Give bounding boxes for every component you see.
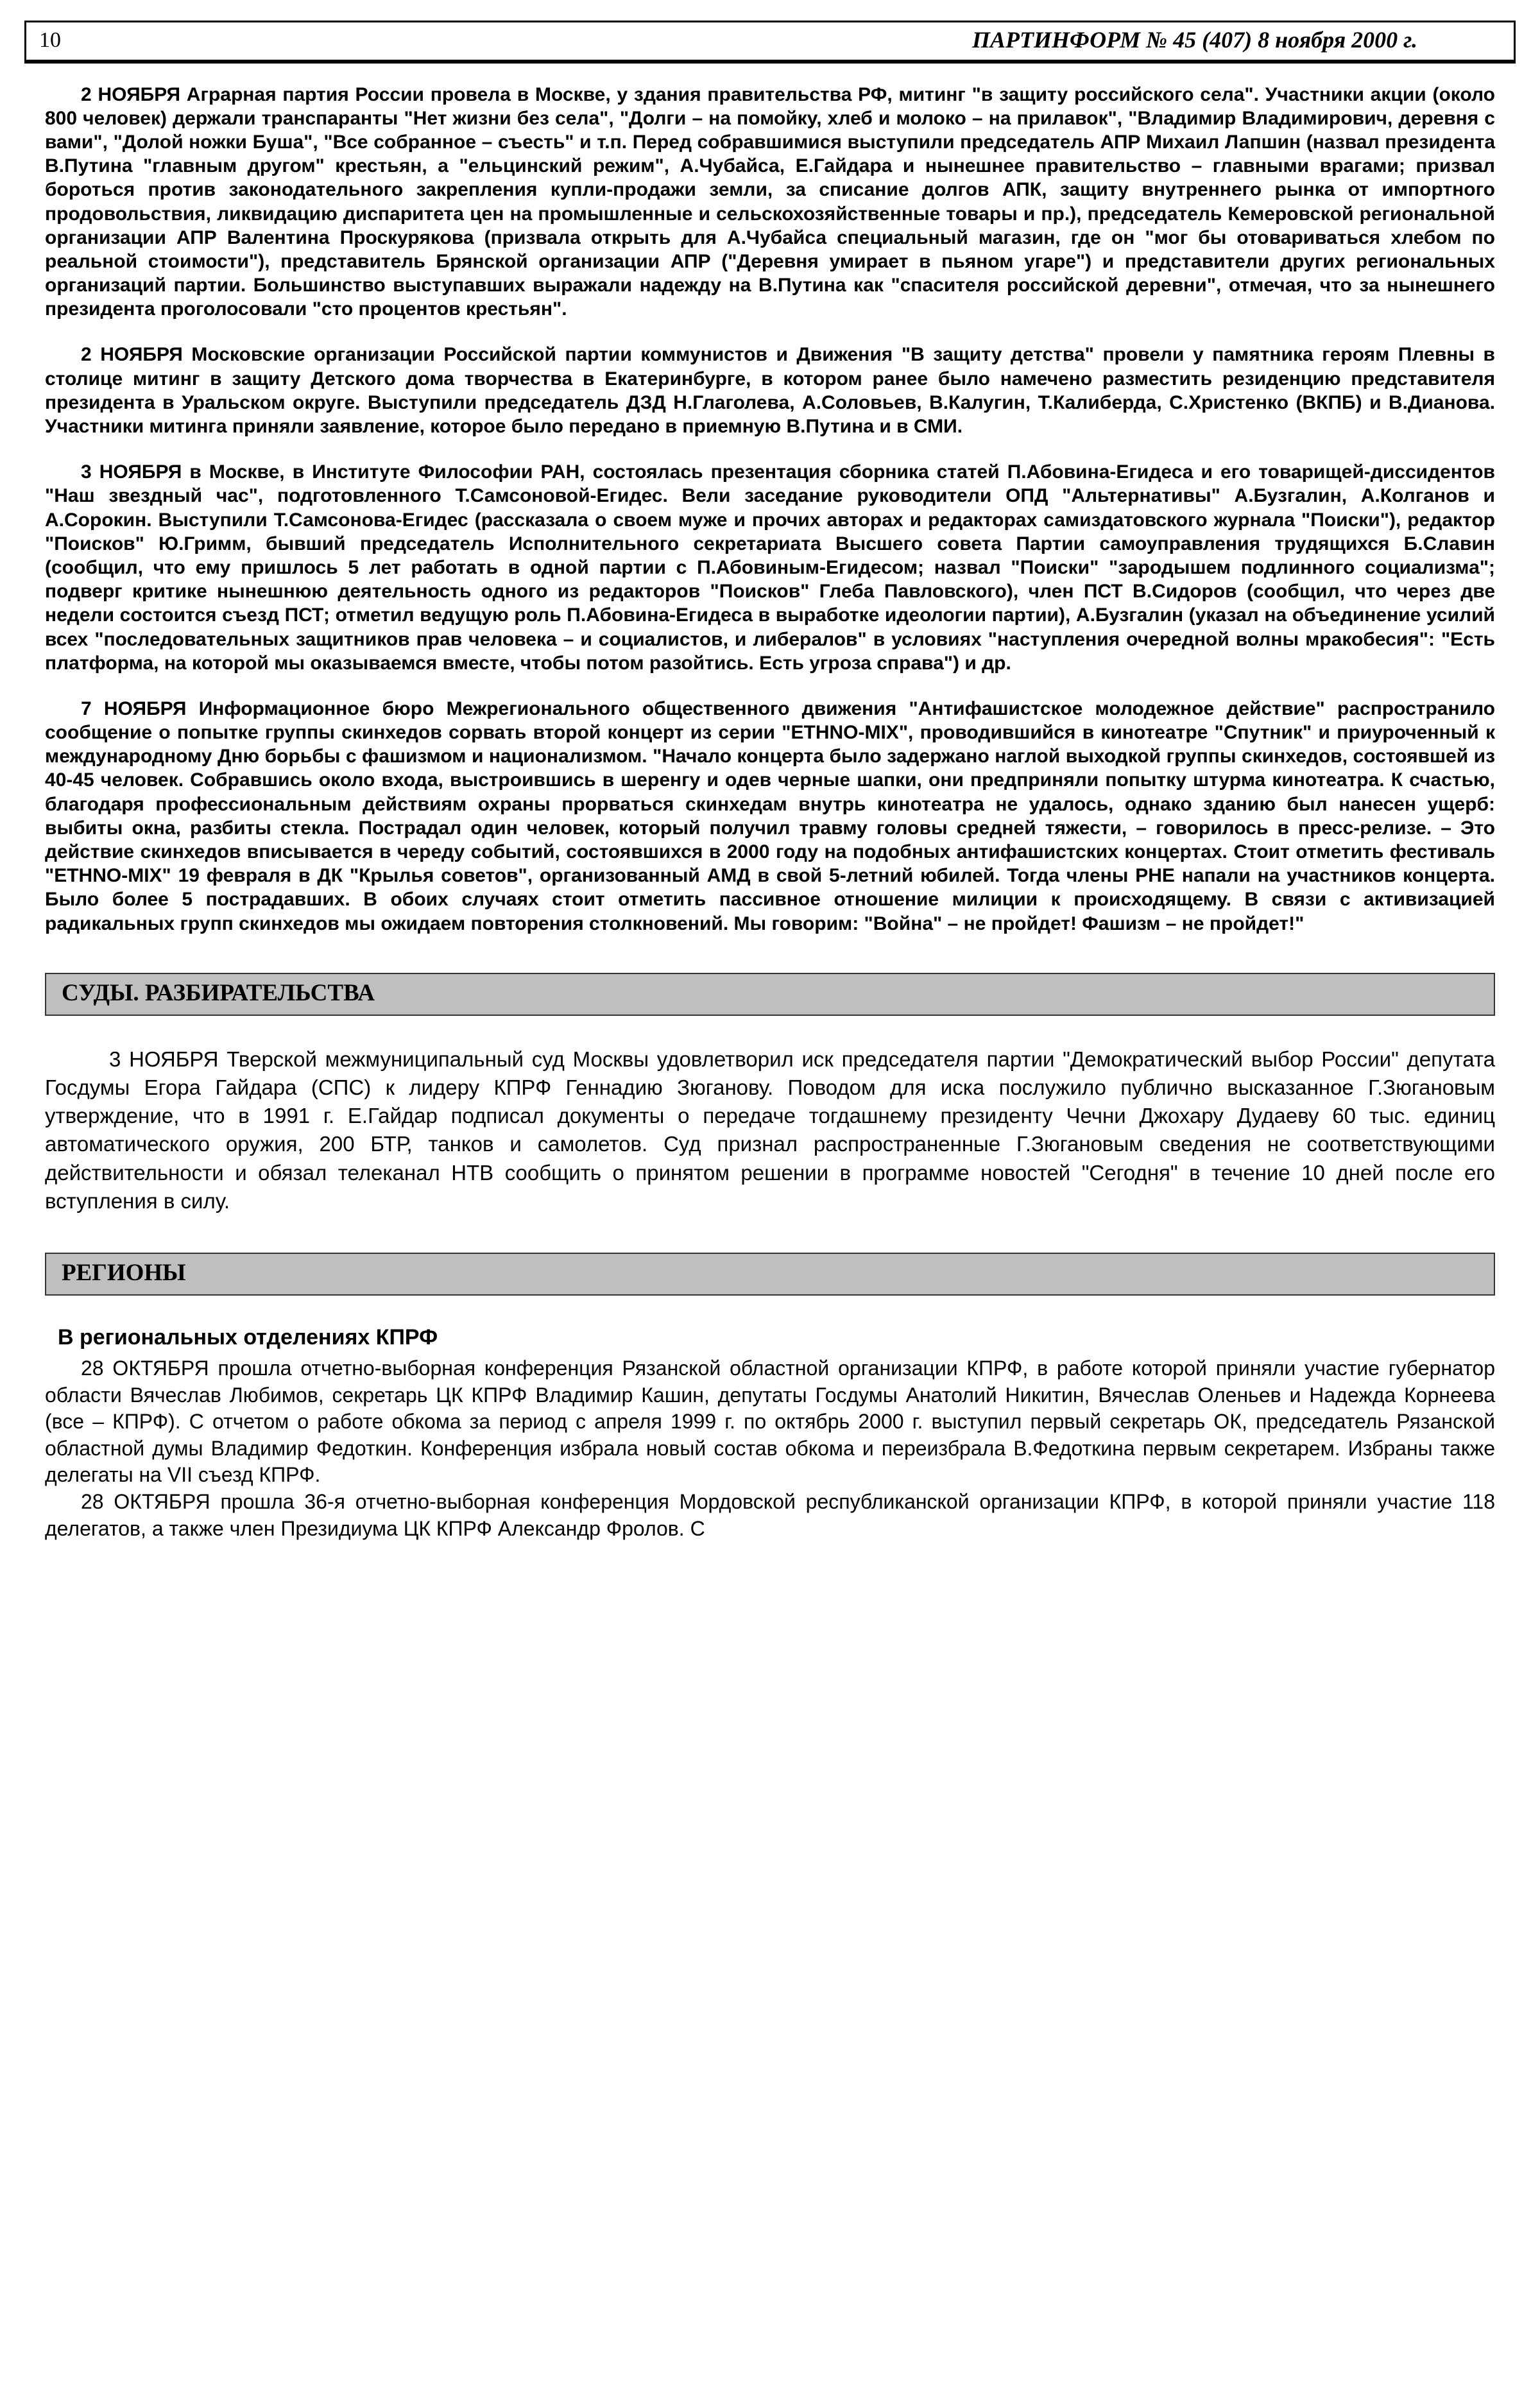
page-content [0,83,1540,1543]
news-paragraph-rpk-rally: 2 НОЯБРЯ Московские организации Российской партии коммунистов и Движения "В защиту детства" провели у памятника героям Плевны в столице митинг в защиту Детского дома творчества в Екатеринбурге, в котором ранее было намечено разместить резиденцию представителя президента в Уральском округе. Выступили председатель ДЗД Н.Глаголева, А.Соловьев, В.Калугин, Т.Калиберда, С.Христенко (ВКПБ) и В.Дианова. Участники митинга приняли заявление, которое было передано в приемную В.Путина и в СМИ. [45,344,1495,438]
journal-title: ПАРТИНФОРМ № 45 (407) 8 ноября 2000 г. [972,27,1417,53]
region-paragraph-ryazan: 28 ОКТЯБРЯ прошла отчетно-выборная конференция Рязанской областной организации КПРФ, в работе которой приняли участие губернатор области Вячеслав Любимов, секретарь ЦК КПРФ Владимир Кашин, депутаты Госдумы Анатолий Никитин, Вячеслав Оленьев и Надежда Корнеева (все – КПРФ). С отчетом о работе обкома за период с апреля 1999 г. по октябрь 2000 г. выступил первый секретарь ОК, председатель Рязанской областной думы Владимир Федоткин. Конференция избрала новый состав обкома и переизбрала В.Федоткина первым секретарем. Избраны также делегаты на VII съезд КПРФ. [45,1357,1495,1487]
section-title-regions: РЕГИОНЫ [62,1260,186,1287]
page-number: 10 [39,28,61,53]
news-paragraph-antifa-statement: 7 НОЯБРЯ Информационное бюро Межрегионального общественного движения "Антифашистское молодежное действие" распространило сообщение о попытке группы скинхедов сорвать второй концерт из серии "ETHNO-MIX", проводившийся в кинотеатре "Спутник" и приуроченный к международному Дню борьбы с фашизмом и национализмом. "Начало концерта было задержано наглой выходкой группы скинхедов, состоявшей из 40-45 человек. Собравшись около входа, выстроившись в шеренгу и одев черные шапки, они предприняли попытку штурма кинотеатра. К счастью, благодаря профессиональным действиям охраны прорваться скинхедам внутрь кинотеатра не удалось, однако зданию был нанесен ущерб: выбиты окна, разбиты стекла. Пострадал один человек, который получил травму головы средней тяжести, – говорилось в пресс-релизе. – Это действие скинхедов вписывается в череду событий, состоявшихся в 2000 году на подобных антифашистских концертах. Стоит отметить фестиваль "ETHNO-MIX" 19 февраля в ДК "Крылья советов", организованный АМД в свой 5-летний юбилей. Тогда члены РНЕ напали на участников концерта. Было более 5 пострадавших. В обоих случаях стоит отметить пассивное отношение милиции к происходящему. В связи с активизацией радикальных групп скинхедов мы ожидаем повторения столкновений. Мы говорим: "Война" – не пройдет! Фашизм – не пройдет!" [45,698,1495,934]
subsection-title-kprf-regions: В региональных отделениях КПРФ [58,1325,438,1350]
page-header [24,21,1516,64]
section-header-courts [45,973,1495,1016]
news-paragraph-apr-rally: 2 НОЯБРЯ Аграрная партия России провела в Москве, у здания правительства РФ, митинг "в защиту российского села". Участники акции (около 800 человек) держали транспаранты "Нет жизни без села", "Долги – на помойку, хлеб и молоко – на прилавок", "Владимир Владимирович, деревня с вами", "Долой ножки Буша", "Все собранное – съесть" и т.п. Перед собравшимися выступили председатель АПР Михаил Лапшин (назвал президента В.Путина "главным другом" крестьян, а "ельцинский режим", А.Чубайса, Е.Гайдара и нынешнее правительство – главными врагами; призвал бороться против законодательного закрепления купли-продажи земли, за списание долгов АПК, защиту внутреннего рынка от импортного продовольствия, ликвидацию диспаритета цен на промышленные и сельскохозяйственные товары и пр.), председатель Кемеровской региональной организации АПР Валентина Проскурякова (призвала открыть для А.Чубайса специальный магазин, где он "мог бы отовариваться хлебом по реальной стоимости"), представитель Брянской организации АПР ("Деревня умирает в пьяном угаре") и представители других региональных организаций партии. Большинство выступавших выражали надежду на В.Путина как "спасителя российской деревни", отмечая, что за нынешнего президента проголосовали "сто процентов крестьян". [45,83,1495,320]
news-paragraph-ran-presentation: 3 НОЯБРЯ в Москве, в Институте Философии РАН, состоялась презентация сборника статей П.Абовина-Егидеса и его товарищей-диссидентов "Наш звездный час", подготовленного Т.Самсоновой-Егидес. Вели заседание руководители ОПД "Альтернативы" А.Бузгалин, А.Колганов и А.Сорокин. Выступили Т.Самсонова-Егидес (рассказала о своем муже и прочих авторах и редакторах самиздатовского журнала "Поиски"), редактор "Поисков" Ю.Гримм, бывший председатель Исполнительного секретариата Высшего совета Партии самоуправления трудящихся Б.Славин (сообщил, что ему пришлось 5 лет работать в одной партии с П.Абовиным-Егидесом; назвал "Поиски" "зародышем подлинного социализма"; подверг критике нынешнюю деятельность одного из редакторов "Поисков" Глеба Павловского), член ПСТ В.Сидоров (сообщил, что через две недели состоится съезд ПСТ; отметил ведущую роль П.Абовина-Егидеса в выработке идеологии партии), А.Бузгалин (указал на объединение усилий всех "последовательных защитников прав человека – и социалистов, и либералов" в условиях "наступления очередной волны мракобесия": "Есть платформа, на которой мы оказываемся вместе, чтобы потом разойтись. Есть угроза справа") и др. [45,461,1495,674]
region-paragraph-mordovia: 28 ОКТЯБРЯ прошла 36-я отчетно-выборная конференция Мордовской республиканской организации КПРФ, в которой приняли участие 118 делегатов, а также член Президиума ЦК КПРФ Александр Фролов. С [45,1490,1495,1540]
section-title-courts: СУДЫ. РАЗБИРАТЕЛЬСТВА [62,979,375,1006]
court-paragraph: 3 НОЯБРЯ Тверской межмуниципальный суд Москвы удовлетворил иск председателя партии "Демократический выбор России" депутата Госдумы Егора Гайдара (СПС) к лидеру КПРФ Геннадию Зюганову. Поводом для иска послужило публично высказанное Г.Зюгановым утверждение, что в 1991 г. Е.Гайдар подписал документы о передаче тогдашнему президенту Чечни Джохару Дудаеву 60 тыс. единиц автоматического оружия, 200 БТР, танков и самолетов. Суд признал распространенные Г.Зюгановым сведения не соответствующими действительности и обязал телеканал НТВ сообщить о принятом решении в программе новостей "Сегодня" в течение 10 дней после его вступления в силу. [45,1047,1495,1213]
section-header-regions [45,1253,1495,1296]
